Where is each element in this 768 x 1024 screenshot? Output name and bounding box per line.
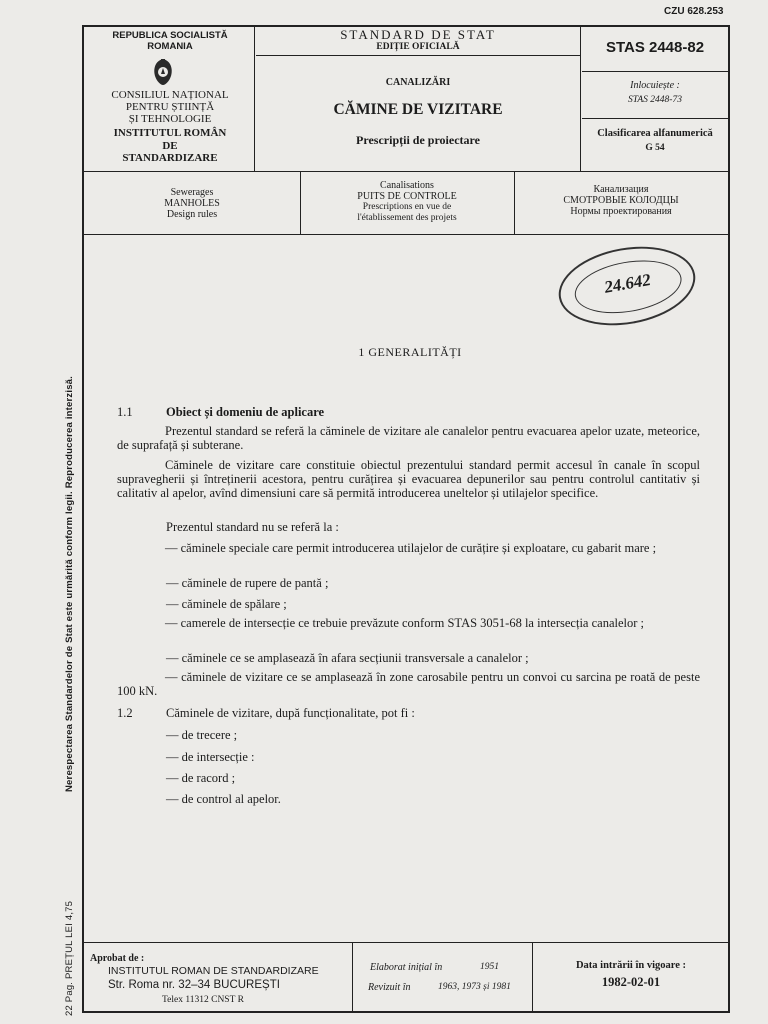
header-divider [582, 71, 728, 72]
price-note: 22 Pag. PREȚUL LEI 4,75 [64, 900, 75, 1016]
header-divider [300, 172, 301, 234]
country-name: REPUBLICA SOCIALISTĂ ROMANIA [112, 30, 228, 52]
title-russian: Канализация СМОТРОВЫЕ КОЛОДЦЫ Нормы проектирования [563, 184, 679, 217]
telex: Telex 11312 CNST R [162, 995, 244, 1005]
paragraph: Prezentul standard se referă la căminele de vizitare ale canalelor pentru evacuarea apelor uzate, meteorice, de suprafață și subterane. [117, 424, 700, 452]
czu-code: CZU 628.253 [664, 6, 724, 17]
section-number: 1.2 [117, 706, 133, 720]
title-english: Sewerages MANHOLES Design rules [164, 187, 220, 220]
header-divider [254, 27, 255, 171]
side-note: Nerespectarea Standardelor de Stat este urmărită conform legii. Reproducerea interzisă. [64, 375, 75, 792]
list-item: — de intersecție : [166, 750, 255, 764]
section-title: Obiect și domeniu de aplicare [166, 405, 325, 419]
replaces-value: STAS 2448-73 [628, 95, 682, 105]
header-divider [514, 172, 515, 234]
header-divider [256, 55, 580, 56]
elaborated-label: Elaborat inițial în [370, 962, 443, 973]
list-item: — căminele speciale care permit introducerea utilajelor de curățire și exploatare, cu gabarit mare ; [165, 541, 657, 555]
paragraph: Prezentul standard nu se referă la : [166, 520, 339, 534]
approved-organization: INSTITUTUL ROMAN DE STANDARDIZARE [108, 965, 319, 977]
replaces-label: Inlocuiește : [630, 80, 680, 91]
section-number: 1.1 [117, 405, 133, 419]
classification-label: Clasificarea alfanumerică [597, 128, 713, 139]
classification-value: G 54 [645, 143, 665, 153]
elaborated-year: 1951 [480, 962, 499, 972]
list-item: — căminele de spălare ; [166, 597, 287, 611]
paragraph: Căminele de vizitare, după funcționalitate, pot fi : [166, 706, 415, 720]
header-divider [84, 171, 728, 172]
document-subtitle: Prescripții de proiectare [356, 133, 480, 147]
footer-divider [84, 942, 728, 943]
list-item: — camerele de intersecție ce trebuie prevăzute conform STAS 3051-68 la intersecția canalelor ; [165, 616, 644, 630]
effective-date-label: Data intrării în vigoare : [575, 960, 687, 971]
list-item: — de control al apelor. [166, 792, 281, 806]
institute-name: INSTITUTUL ROMÂN DE STANDARDIZARE [113, 127, 227, 164]
header-divider [84, 234, 728, 235]
title-french: Canalisations PUITS DE CONTROLE [357, 180, 457, 202]
list-item: — căminele de rupere de pantă ; [166, 576, 329, 590]
edition: EDIȚIE OFICIALĂ [376, 42, 460, 52]
list-item: — căminele ce se amplasează în afara secțiunii transversale a canalelor ; [166, 651, 529, 665]
document-frame [82, 25, 730, 1013]
footer-divider [352, 943, 353, 1011]
domain-label: CANALIZĂRI [385, 77, 451, 88]
effective-date: 1982-02-01 [601, 975, 661, 989]
coat-of-arms-icon [150, 57, 176, 87]
revised-years: 1963, 1973 și 1981 [438, 982, 511, 992]
document-title: CĂMINE DE VIZITARE [333, 101, 503, 118]
footer-divider [532, 943, 533, 1011]
list-item: — de racord ; [166, 771, 236, 785]
stamp-number: 24.642 [602, 269, 653, 297]
revised-label: Revizuit în [368, 982, 411, 993]
paragraph: Căminele de vizitare care constituie obiectul prezentului standard permit accesul în canale în scopul supravegherii și întreținerii acestora, pentru curățirea și evacuarea depunerilor sau pentru controlul cantitativ și calitativ al apelor, avînd dimensiuni care să permită introducerea uneltelor și utilajelor specifice. [117, 458, 700, 500]
address: Str. Roma nr. 32–34 BUCUREȘTI [108, 979, 280, 991]
list-item: — căminele de vizitare ce se amplasează în zone carosabile pentru un convoi cu sarcina pe roată de peste 100 kN. [117, 670, 700, 698]
title-french-subtitle: Prescriptions en vue de l'établissement des projets [357, 202, 457, 223]
chapter-heading: 1 GENERALITĂȚI [358, 345, 462, 359]
header-divider [582, 118, 728, 119]
council-name: CONSILIUL NAȚIONAL PENTRU ȘTIINȚĂ ȘI TEHNOLOGIE [111, 89, 229, 125]
standard-de-stat: STANDARD DE STAT [340, 27, 496, 42]
header-divider [580, 27, 581, 171]
stas-code: STAS 2448-82 [605, 39, 705, 56]
list-item: — de trecere ; [166, 728, 238, 742]
approved-label: Aprobat de : [90, 953, 145, 964]
